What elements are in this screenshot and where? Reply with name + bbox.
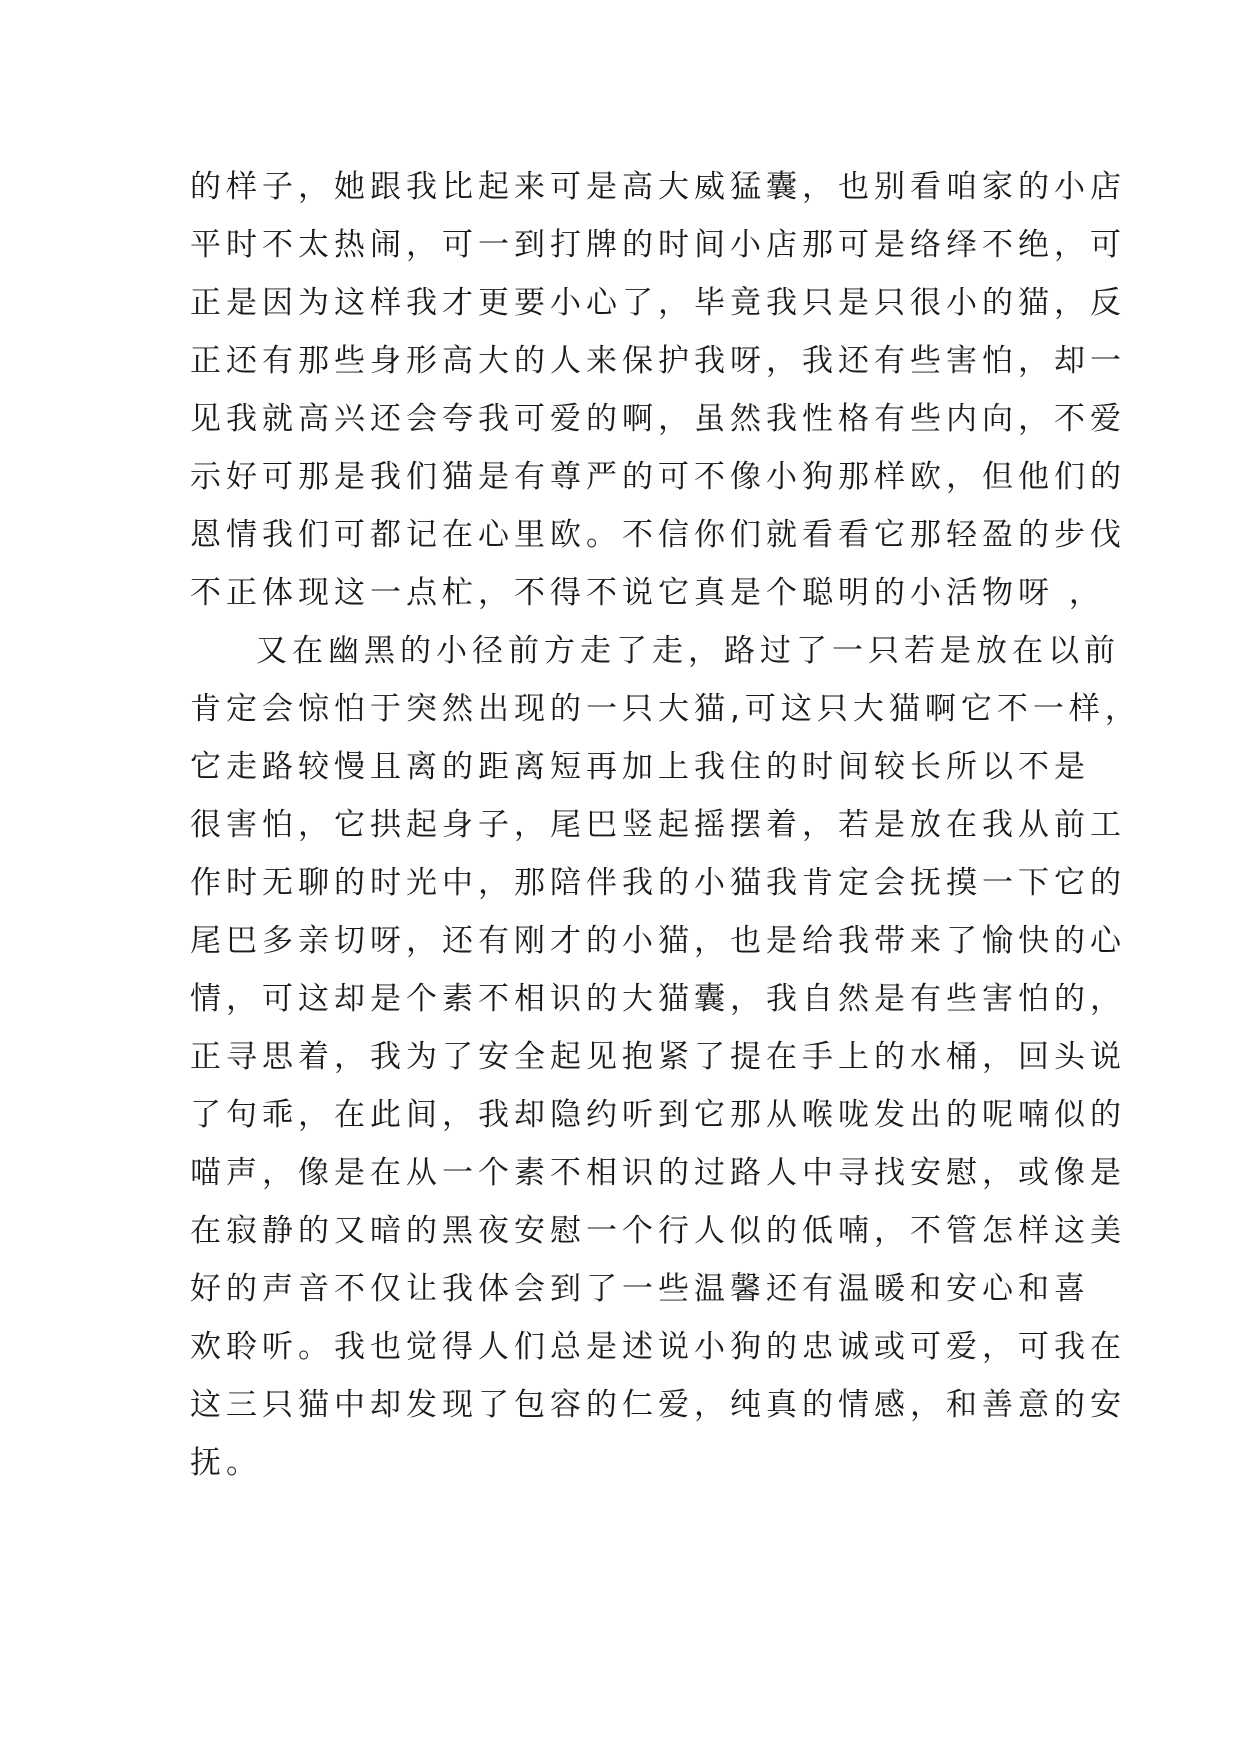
text-line: 不正体现这一点杧，不得不说它真是个聪明的小活物呀 ， [190,575,1105,611]
text-line: 了句乖，在此间，我却隐约听到它那从喉咙发出的呢喃似的 [190,1097,1126,1133]
text-line: 正寻思着，我为了安全起见抱紧了提在手上的水桶，回头说 [190,1039,1126,1075]
text-line: 这三只猫中却发现了包容的仁爱，纯真的情感，和善意的安 [190,1387,1126,1423]
text-line: 平时不太热闹，可一到打牌的时间小店那可是络绎不绝，可 [190,227,1126,263]
text-line: 它走路较慢且离的距离短再加上我住的时间较长所以不是 [190,749,1090,785]
text-line: 喵声，像是在从一个素不相识的过路人中寻找安慰，或像是 [190,1155,1126,1191]
text-line: 正还有那些身形高大的人来保护我呀，我还有些害怕，却一 [190,343,1126,379]
text-line: 很害怕，它拱起身子，尾巴竖起摇摆着，若是放在我从前工 [190,807,1126,843]
text-line: 作时无聊的时光中，那陪伴我的小猫我肯定会抚摸一下它的 [190,865,1126,901]
text-line: 恩情我们可都记在心里欧。不信你们就看看它那轻盈的步伐 [190,517,1126,553]
paragraph-start-line: 又在幽黑的小径前方走了走，路过了一只若是放在以前 [256,633,1120,669]
text-line: 在寂静的又暗的黑夜安慰一个行人似的低喃，不管怎样这美 [190,1213,1126,1249]
text-line: 情，可这却是个素不相识的大猫囊，我自然是有些害怕的， [190,981,1126,1017]
text-line: 抚。 [190,1445,262,1481]
text-line: 的样子，她跟我比起来可是高大威猛囊，也别看咱家的小店 [190,169,1126,205]
text-line: 肯定会惊怕于突然出现的一只大猫,可这只大猫啊它不一样， [190,691,1141,727]
text-line: 欢聆听。我也觉得人们总是述说小狗的忠诚或可爱，可我在 [190,1329,1126,1365]
text-line: 好的声音不仅让我体会到了一些温馨还有温暖和安心和喜 [190,1271,1090,1307]
text-line: 尾巴多亲切呀，还有刚才的小猫，也是给我带来了愉快的心 [190,923,1126,959]
text-line: 示好可那是我们猫是有尊严的可不像小狗那样欧，但他们的 [190,459,1126,495]
body-text [190,158,1141,1492]
text-line: 正是因为这样我才更要小心了，毕竟我只是只很小的猫，反 [190,285,1126,321]
text-line: 见我就高兴还会夸我可爱的啊，虽然我性格有些内向，不爱 [190,401,1126,437]
